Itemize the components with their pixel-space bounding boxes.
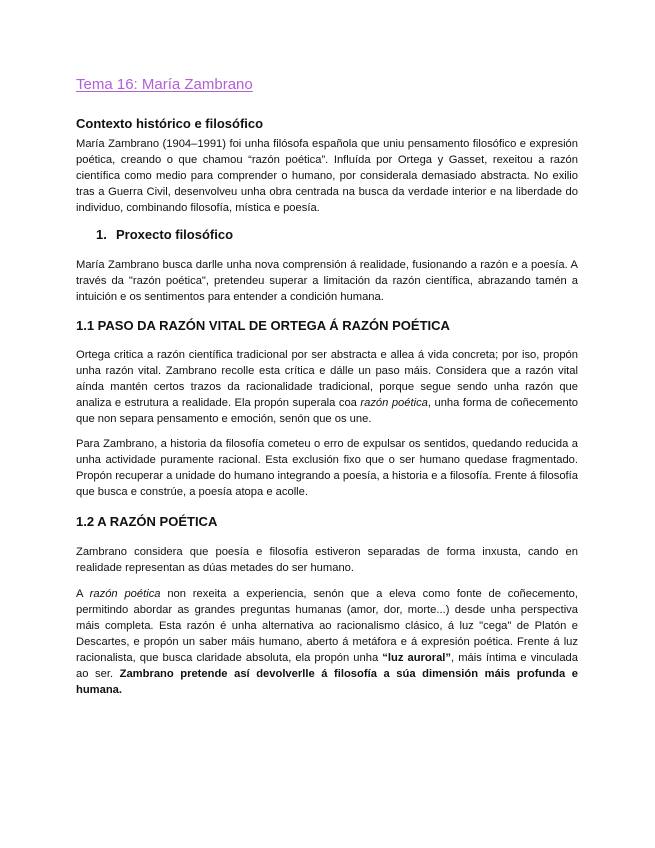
section11-heading: 1.1 PASO DA RAZÓN VITAL DE ORTEGA Á RAZÓN POÉTICA [76, 318, 450, 333]
section12-heading: 1.2 A RAZÓN POÉTICA [76, 514, 218, 529]
section11-p1-emphasis: razón poética [360, 397, 428, 409]
section12-paragraph2 [76, 586, 578, 698]
section1-heading [96, 227, 233, 242]
section12-p2-strong2: Zambrano pretende así devolverlle á filosofía a súa dimensión máis profunda e humana. [76, 668, 578, 696]
context-heading: Contexto histórico e filosófico [76, 116, 264, 131]
section1-paragraph: María Zambrano busca darlle unha nova comprensión á realidade, fusionando a razón e a poesía. A través da "razón poética", pretendeu superar a limitación da razón científica, abrazando tamén a intuición e os sentimentos para entender a condición humana. [76, 259, 578, 303]
section11-paragraph1 [76, 347, 578, 427]
section12-paragraph1: Zambrano considera que poesía e filosofía estiveron separadas de forma inxusta, cando en realidade representan as dúas metades do ser humano. [76, 546, 578, 574]
section12-p2-strong1: “luz auroral” [382, 652, 452, 664]
section12-p2-text-a: A [76, 588, 90, 600]
context-paragraph: María Zambrano (1904–1991) foi unha filósofa española que uniu pensamento filosófico e expresión poética, creando o que chamou “razón poética”. Influída por Ortega y Gasset, rexeitou a razón científica como medio para comprender o humano, por considerala demasiado abstracta. No exilio tras a Guerra Civil, desenvolveu unha obra centrada na busca da verdade interior e na liberdade do individuo, combinando filosofía, mística e poesía. [76, 138, 578, 214]
section11-p1-text-b: , unha forma de coñecemento que non separa pensamento e emoción, senón que os une. [76, 397, 578, 425]
section1-heading-text: Proxecto filosófico [116, 227, 234, 242]
section12-p2-text-b: non rexeita a experiencia, senón que a eleva como fonte de coñecemento, permitindo abordar as grandes preguntas humanas (amor, dor, morte...) desde unha perspectiva máis completa. Esta razón é unha alternativa ao racionalismo clásico, á luz "cega" de Platón e Descartes, e propón un saber máis humano, aberto á metáfora e á expresión poética. Frente á luz racionalista, que busca claridade absoluta, ela propón unha [76, 588, 579, 664]
section12-p2-text-c: , máis íntima e vinculada ao ser. [76, 652, 578, 680]
section12-p2-emphasis: razón poética [89, 588, 161, 600]
section11-paragraph2: Para Zambrano, a historia da filosofía cometeu o erro de expulsar os sentidos, quedando reducida a unha actividade puramente racional. Esta exclusión fixo que o ser humano quedase fragmentado. Propón recuperar a unidade do humano integrando a poesía, a historia e a filosofía. Frente á filosofía que busca e constrúe, a poesía atopa e acolle. [76, 438, 578, 498]
page-title-link[interactable]: Tema 16: María Zambrano [76, 76, 253, 93]
section11-p1-text-a: Ortega critica a razón científica tradicional por ser abstracta e allea á vida concreta; por iso, propón unha razón vital. Zambrano recolle esta crítica e dálle un paso máis. Considera que a razón vital aínda mantén certos trazos da racionalidade tradicional, porque segue sendo unha razón que analiza e estrutura a realidade. Ela propón superala coa [76, 349, 578, 409]
section1-number: 1. [96, 227, 107, 242]
